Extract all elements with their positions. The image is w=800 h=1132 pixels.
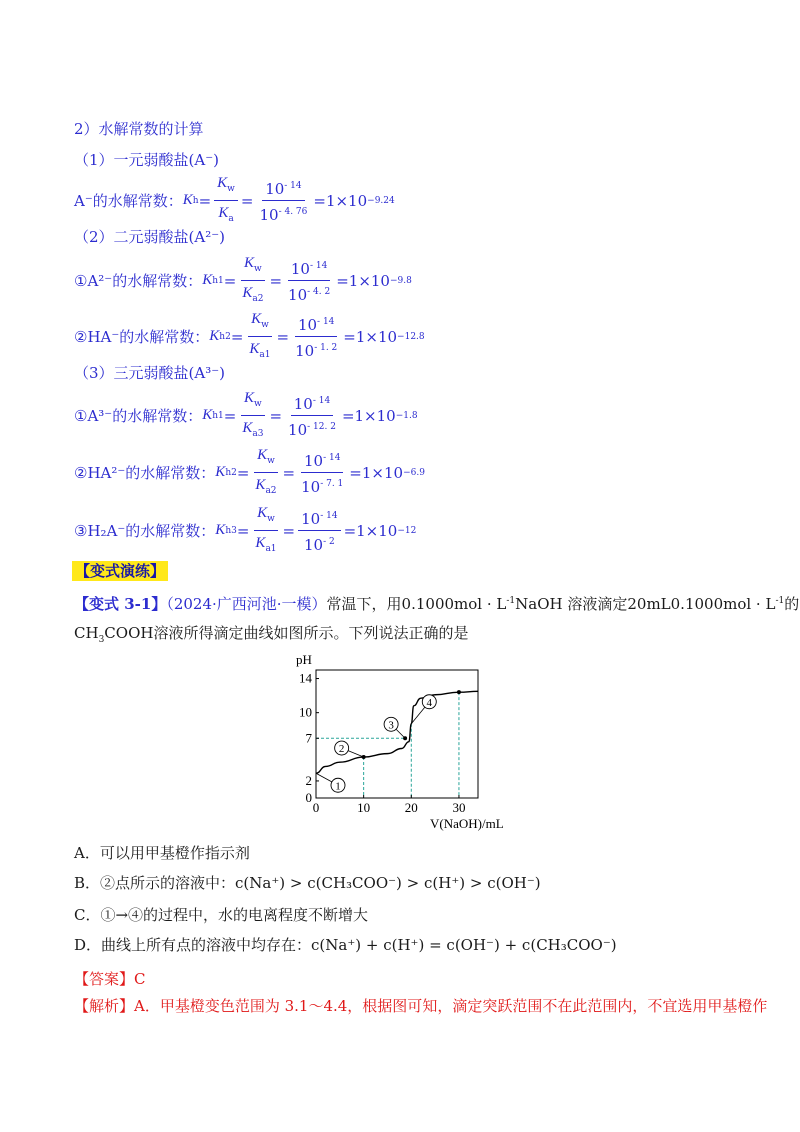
formula-label: ③H₂A⁻的水解常数： (74, 522, 216, 540)
y-axis-label: pH (296, 652, 312, 667)
formula-label: A⁻的水解常数： (74, 192, 183, 210)
formula-label: ②HA²⁻的水解常数： (74, 464, 216, 482)
x-tick-label: 10 (357, 800, 371, 815)
question-line2: $CH_3COOH$溶液所得滴定曲线如图所示。下列说法正确的是 (74, 624, 469, 645)
k-symbol: K (182, 192, 193, 208)
formula-a2-minus: ①A²⁻的水解常数： K h1 = $\frac{K_w}{K_{a2}}$ = $\frac{10^{- 14}}{10^{- 4. 2}}$ =1×10 −9.8 (74, 252, 412, 309)
sub3-heading: （3）三元弱酸盐(A³⁻) (74, 364, 226, 382)
y-tick-label: 14 (299, 670, 312, 686)
answer: 【答案】C (74, 970, 146, 988)
practice-tag: 【变式演练】 (72, 560, 168, 581)
titration-chart (280, 648, 520, 838)
x-tick-label: 0 (312, 800, 320, 815)
y-tick-label: 0 (305, 790, 312, 805)
titration-curve (316, 691, 478, 773)
option-b: B．②点所示的溶液中：c(Na⁺) > c(CH₃COO⁻) > c(H⁺) > c(OH⁻) (74, 874, 541, 892)
formula-a3-minus: ①A³⁻的水解常数： K h1 = $\frac{K_w}{K_{a3}}$ = $\frac{10^{- 14}}{10^{- 12. 2}}$ =1×10 −1.8 (74, 387, 418, 444)
x-axis-label: V(NaOH)/mL (430, 816, 504, 831)
ratio-fraction: $\frac{K_w}{K_a}$ (214, 172, 238, 229)
value-fraction: $\frac{10^{- 14}}{10^{- 4. 76}}$ (256, 176, 310, 225)
x-tick-label: 20 (404, 800, 418, 815)
formula-label: ①A³⁻的水解常数： (74, 407, 203, 425)
option-d: D．曲线上所有点的溶液中均存在：c(Na⁺) + c(H⁺) = c(OH⁻) + c(CH₃COO⁻) (74, 936, 617, 954)
formula-ha2-minus: ②HA²⁻的水解常数： K h2 = $\frac{K_w}{K_{a2}}$ = $\frac{10^{- 14}}{10^{- 7. 1}}$ =1×10 −6.9 (74, 444, 425, 501)
x-tick-label: 30 (452, 800, 466, 815)
formula-label: ②HA⁻的水解常数： (74, 328, 210, 346)
option-a: A．可以用甲基橙作指示剂 (74, 844, 250, 862)
analysis: 【解析】A．甲基橙变色范围为 3.1～4.4，根据图可知，滴定突跃范围不在此范围内，不宜选用甲基橙作 (74, 997, 768, 1015)
sub1-heading: （1）一元弱酸盐(A⁻) (74, 151, 219, 169)
section-title: 2）水解常数的计算 (74, 120, 204, 138)
data-point (457, 690, 461, 694)
point-label: 3 (388, 719, 394, 732)
formula-h2a-minus: ③H₂A⁻的水解常数： K h3 = $\frac{K_w}{K_{a1}}$ = $\frac{10^{- 14}}{10^{- 2}}$ =1×10 −12 (74, 502, 416, 559)
result: =1×10 (313, 191, 368, 210)
y-tick-label: 7 (305, 730, 312, 746)
sub2-heading: （2）二元弱酸盐(A²⁻) (74, 228, 226, 246)
formula-label: ①A²⁻的水解常数： (74, 272, 203, 290)
y-tick-label: 10 (299, 704, 312, 720)
formula-ha-minus: ②HA⁻的水解常数： K h2 = $\frac{K_w}{K_{a1}}$ = $\frac{10^{- 14}}{10^{- 1. 2}}$ =1×10 −12.8 (74, 308, 425, 365)
k-sub: h (192, 195, 199, 206)
point-label: 4 (426, 696, 433, 709)
option-c: C．①→④的过程中，水的电离程度不断增大 (74, 906, 369, 924)
result-exp: −9.24 (367, 195, 395, 206)
formula-a-minus: A⁻的水解常数： K h = $\frac{K_w}{K_a}$ = $\frac{10^{- 14}}{10^{- 4. 76}}$ =1×10 −9.24 (74, 172, 395, 229)
point-label: 1 (335, 780, 341, 793)
question-line1: 【变式 3-1】（2024·广西河池·一模）常温下，用$0.1000mol \cdot L^{-1}NaOH$ 溶液滴定$20mL0.1000mol \cdot L^{-1}$的 (74, 595, 800, 613)
y-tick-label: 2 (305, 772, 312, 788)
question-label: 【变式 3-1】 (74, 595, 167, 613)
point-label: 2 (338, 743, 345, 756)
question-source: （2024·广西河池·一模） (166, 595, 327, 613)
